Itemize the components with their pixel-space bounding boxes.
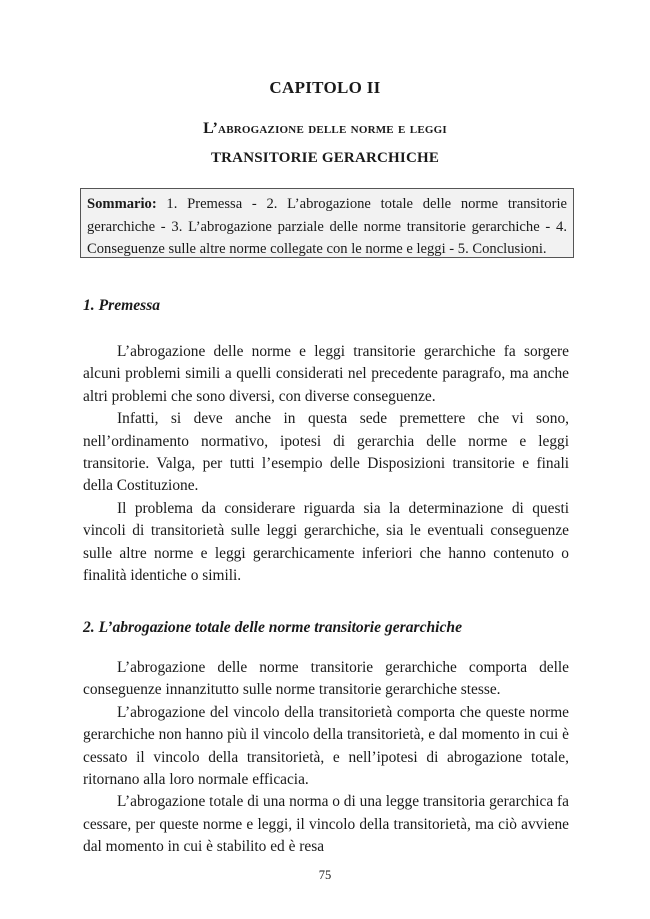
section-body-premessa [83, 341, 569, 587]
summary-text: 1. Premessa - 2. L’abrogazione totale delle norme transitorie gerarchiche - 3. L’abrogazione parziale delle norme transitorie gerarchiche - 4. Conseguenze sulle altre norme collegate con le norme e leggi - 5. Conclusioni. [87, 196, 567, 258]
paragraph: Il problema da considerare riguarda sia la determinazione di questi vincoli di transitorietà sulle leggi gerarchiche, sia le eventuali conseguenze sulle altre norme e leggi gerarchicamente inferiori che hanno contenuto o finalità identiche o simili. [83, 499, 569, 585]
chapter-heading: CAPITOLO II [269, 78, 381, 97]
section-heading-premessa: 1. Premessa [83, 297, 161, 314]
summary-box [80, 188, 574, 258]
page-number: 75 [318, 868, 332, 882]
section-body-abrogazione-totale [83, 657, 569, 859]
paragraph: L’abrogazione delle norme transitorie gerarchiche comporta delle conseguenze innanzitutto sulle norme transitorie gerarchiche stesse. [83, 659, 569, 699]
paragraph: L’abrogazione totale di una norma o di una legge transitoria gerarchica fa cessare, per queste norme e leggi, il vincolo della transitorietà, ma ciò avviene dal momento in cui è stabilito ed è resa [83, 793, 569, 856]
paragraph: Infatti, si deve anche in questa sede premettere che vi sono, nell’ordinamento normativo, ipotesi di gerarchia delle norme e leggi transitorie. Valga, per tutti l’esempio delle Disposizioni transitorie e finali della Costituzione. [83, 410, 569, 495]
summary-label: Sommario: [87, 196, 157, 212]
section-heading-abrogazione-totale: 2. L’abrogazione totale delle norme transitorie gerarchiche [83, 619, 463, 636]
chapter-title-line1: L’abrogazione delle norme e leggi [203, 120, 447, 137]
paragraph: L’abrogazione delle norme e leggi transitorie gerarchiche fa sorgere alcuni problemi simili a quelli considerati nel precedente paragrafo, ma anche altri problemi che sono diversi, con diverse conseguenze. [83, 343, 569, 405]
paragraph: L’abrogazione del vincolo della transitorietà comporta che queste norme gerarchiche non hanno più il vincolo della transitorietà, e dal momento in cui è cessato il vincolo della transitorietà, e nell’ipotesi di abrogazione totale, ritornano alla loro normale efficacia. [83, 703, 569, 789]
chapter-title-line2: TRANSITORIE GERARCHICHE [210, 150, 440, 166]
